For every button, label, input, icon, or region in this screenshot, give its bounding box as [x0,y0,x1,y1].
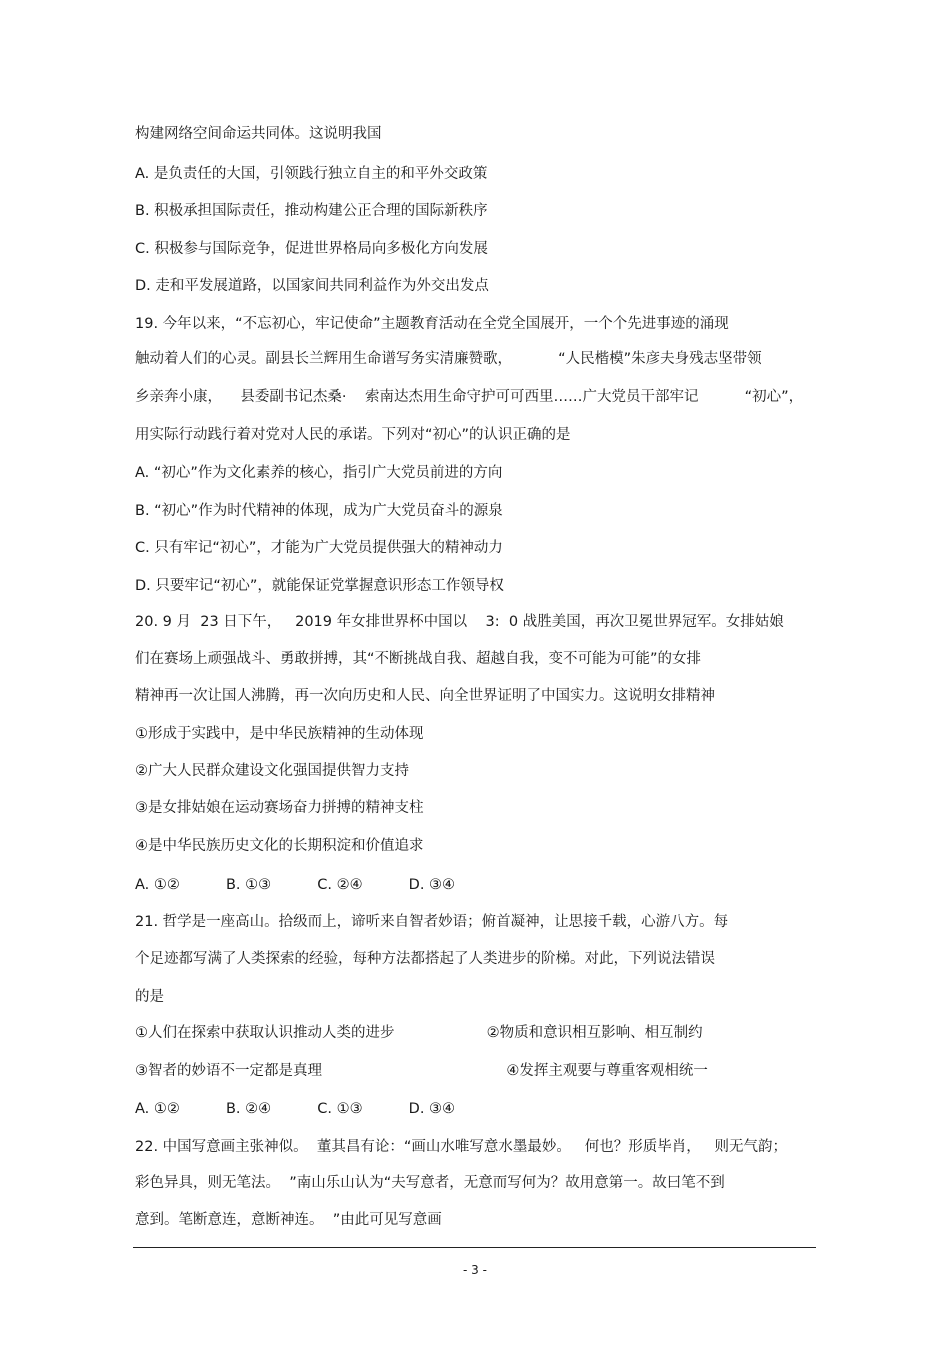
answer-options: A. ①② B. ②④ C. ①③ D. ③④ [135,1101,456,1117]
text-line: 乡亲奔小康， 县委副书记杰桑· 索南达杰用生命守护可可西里……广大党员干部牢记 “初心”， [135,389,804,405]
footer-rule [133,1247,816,1248]
option-line: D. 只要牢记“初心”，就能保证党掌握意识形态工作领导权 [135,578,504,594]
statement-line: ①人们在探索中获取认识推动人类的进步 ②物质和意识相互影响、相互制约 [135,1025,703,1041]
option-line: B. “初心”作为时代精神的体现，成为广大党员奋斗的源泉 [135,503,503,519]
text-line: 精神再一次让国人沸腾，再一次向历史和人民、向全世界证明了中国实力。这说明女排精神 [135,688,715,704]
question-line: 22. 中国写意画主张神似。 董其昌有论：“画山水唯写意水墨最妙。 何也？形质毕肖， 则无气韵； [135,1139,788,1155]
option-line: A. 是负责任的大国，引领践行独立自主的和平外交政策 [135,166,488,182]
statement-line: ②广大人民群众建设文化强国提供智力支持 [135,763,409,779]
text-line: 的是 [135,989,164,1005]
page-number: - 3 - [463,1263,487,1277]
text-line: 个足迹都写满了人类探索的经验，每种方法都搭起了人类进步的阶梯。对此，下列说法错误 [135,951,715,967]
text-line: 构建网络空间命运共同体。这说明我国 [135,126,382,142]
question-line: 20. 9 月 23 日下午， 2019 年女排世界杯中国以 3: 0 战胜美国，再次卫冕世界冠军。女排姑娘 [135,614,784,630]
question-line: 21. 哲学是一座高山。拾级而上，谛听来自智者妙语；俯首凝神，让思接千载，心游八方。每 [135,914,729,930]
statement-line: ③智者的妙语不一定都是真理 ④发挥主观要与尊重客观相统一 [135,1063,708,1079]
option-line: D. 走和平发展道路，以国家间共同利益作为外交出发点 [135,278,489,294]
text-line: 意到。笔断意连，意断神连。 ”由此可见写意画 [135,1212,442,1228]
option-line: B. 积极承担国际责任，推动构建公正合理的国际新秩序 [135,203,488,219]
text-line: 们在赛场上顽强战斗、勇敢拼搏，其“不断挑战自我、超越自我，变不可能为可能”的女排 [135,651,702,667]
option-line: C. 积极参与国际竞争，促进世界格局向多极化方向发展 [135,241,488,257]
option-line: C. 只有牢记“初心”，才能为广大党员提供强大的精神动力 [135,540,503,556]
answer-options: A. ①② B. ①③ C. ②④ D. ③④ [135,877,456,893]
statement-line: ④是中华民族历史文化的长期积淀和价值追求 [135,838,424,854]
option-line: A. “初心”作为文化素养的核心，指引广大党员前进的方向 [135,465,503,481]
question-line: 19. 今年以来，“不忘初心，牢记使命”主题教育活动在全党全国展开，一个个先进事迹的涌现 [135,316,729,332]
text-line: 用实际行动践行着对党对人民的承诺。下列对“初心”的认识正确的是 [135,427,571,443]
statement-line: ①形成于实践中，是中华民族精神的生动体现 [135,726,424,742]
statement-line: ③是女排姑娘在运动赛场奋力拼搏的精神支柱 [135,800,424,816]
text-line: 触动着人们的心灵。副县长兰辉用生命谱写务实清廉赞歌， “人民楷模”朱彦夫身残志坚带领 [135,351,762,367]
text-line: 彩色异具，则无笔法。 ”南山乐山认为“夫写意者，无意而写何为？故用意第一。故曰笔不到 [135,1175,725,1191]
